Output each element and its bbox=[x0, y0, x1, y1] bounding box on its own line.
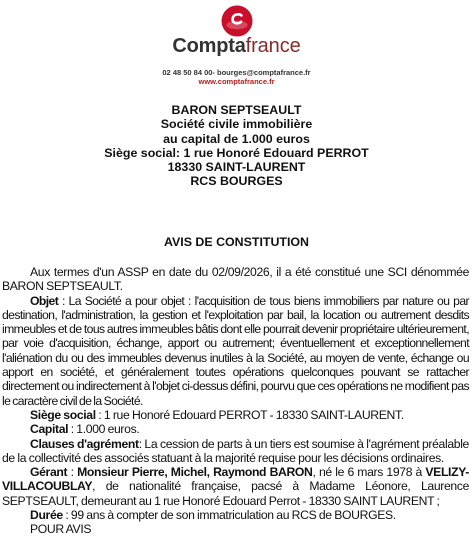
brand-part-compta: Compta bbox=[172, 35, 246, 57]
clauses-paragraph bbox=[2, 437, 469, 466]
gerant-label: Gérant bbox=[30, 465, 68, 480]
notice-title: AVIS DE CONSTITUTION bbox=[163, 235, 310, 249]
comptafrance-logo bbox=[0, 4, 473, 38]
clauses-label: Clauses d'agrément bbox=[30, 436, 139, 451]
gerant-sep: : bbox=[67, 465, 78, 480]
objet-paragraph bbox=[2, 294, 469, 408]
closing-line: POUR AVIS bbox=[30, 522, 92, 537]
website-link[interactable]: www.comptafrance.fr bbox=[198, 77, 275, 86]
siege-text: : 1 rue Honoré Edouard PERROT - 18330 SAINT-LAURENT. bbox=[95, 407, 404, 422]
intro-paragraph: Aux termes d'un ASSP en date du 02/09/2026, il a été constitué une SCI dénommée BARON SEPTSEAULT. bbox=[2, 265, 469, 294]
duree-label: Durée bbox=[30, 508, 63, 523]
brand-part-france: france bbox=[245, 35, 301, 57]
capital-paragraph bbox=[2, 422, 469, 436]
clauses-text: : La cession de parts à un tiers est soumise à l'agrément préalable de la collectivité des associés statuant à la majorité requise pour les décisions ordinaires. bbox=[2, 436, 469, 465]
siege-paragraph bbox=[2, 408, 469, 422]
gerant-city: VELIZY-VILLACOUBLAY bbox=[2, 465, 470, 494]
gerant-paragraph bbox=[2, 465, 469, 508]
contact-line: 02 48 50 84 00- bourges@comptafrance.fr bbox=[162, 68, 311, 77]
capital-label: Capital bbox=[30, 422, 69, 437]
notice-body bbox=[2, 265, 469, 537]
duree-paragraph bbox=[2, 508, 469, 522]
objet-label: Objet bbox=[30, 293, 59, 308]
gerant-rest: , de nationalité française, pacsé à Madame Léonore, Laurence SEPTSEAULT, demeurant au 1 rue Honoré Edouard Perrot - 18330 SAINT LAURENT ; bbox=[2, 479, 469, 508]
siege-label: Siège social bbox=[30, 407, 96, 422]
company-seat: Siège social: 1 rue Honoré Edouard PERROT bbox=[104, 145, 369, 160]
company-rcs: RCS BOURGES bbox=[190, 174, 283, 189]
company-name: BARON SEPTSEAULT bbox=[171, 103, 302, 117]
duree-text: : 99 ans à compter de son immatriculation au RCS de BOURGES. bbox=[62, 508, 396, 523]
objet-text: : La Société a pour objet : l'acquisition de tous biens immobiliers par nature ou par destination, l'administration, la gestion et l'exploitation par bail, la location ou autrement desdits immeubles et de tous autres immeubles bâtis dont elle pourrait devenir propriétaire ultérieurement, par voie d'acquisition, échange, apport ou autrement; éventuellement et exceptionnellement l'aliénation du ou des immeubles devenus inutiles à la Société, au moyen de vente, échange ou apport en société, et généralement toutes opérations quelconques pouvant se rattacher directement ou indirectement à l'objet ci-dessus défini, pourvu que ces opérations ne modifient pas le caractère civil de la Société. bbox=[2, 293, 469, 408]
gerant-mid: , né le 6 mars 1978 à bbox=[312, 465, 426, 480]
company-capital: au capital de 1.000 euros bbox=[163, 131, 310, 146]
company-form: Société civile immobilière bbox=[160, 117, 313, 132]
comptafrance-mark-icon bbox=[220, 4, 254, 38]
company-header bbox=[0, 103, 473, 189]
capital-text: : 1.000 euros. bbox=[68, 422, 140, 437]
brand-name bbox=[0, 35, 473, 57]
company-city: 18330 SAINT-LAURENT bbox=[167, 160, 306, 175]
gerant-name: Monsieur Pierre, Michel, Raymond BARON bbox=[77, 465, 313, 480]
